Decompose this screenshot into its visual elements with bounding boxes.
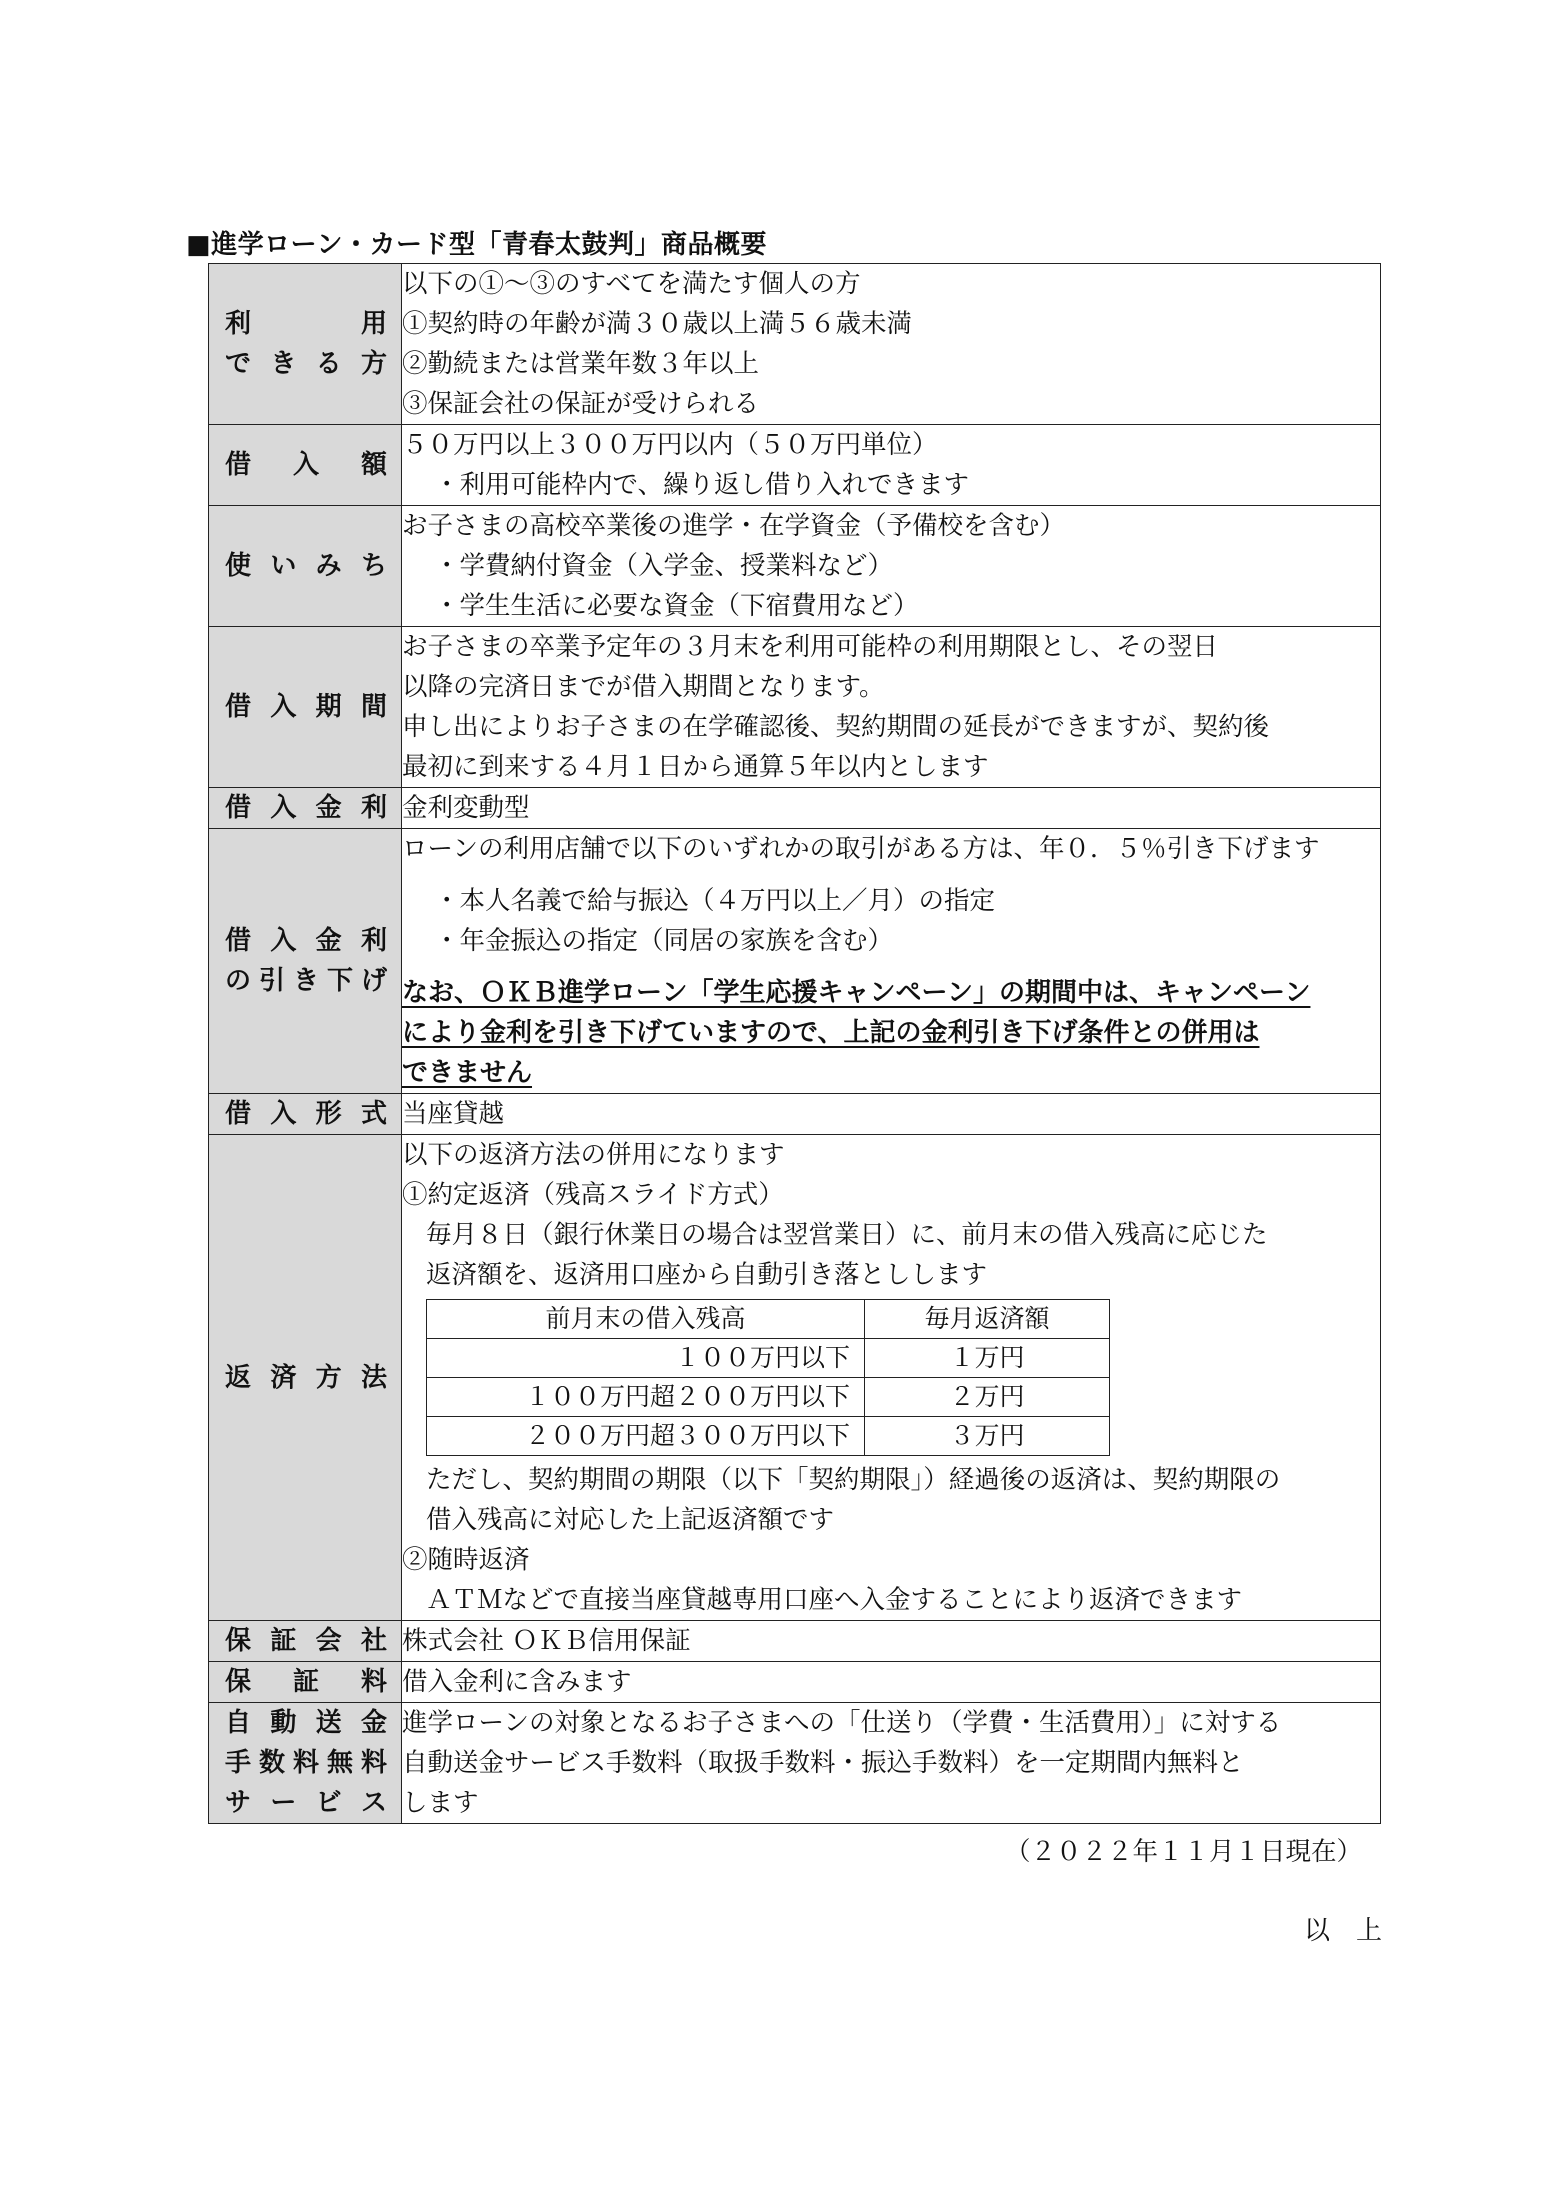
row-label: [209, 506, 402, 627]
content-line: ただし、契約期間の期限（以下「契約期限」）経過後の返済は、契約期限の: [426, 1465, 1281, 1495]
row-content: [402, 264, 1381, 425]
row-label: [209, 1662, 402, 1703]
row-content: [402, 1621, 1381, 1662]
label-line: で き る 方: [225, 349, 387, 379]
content-line: 最初に到来する４月１日から通算５年以内とします: [402, 752, 989, 782]
label-line: 保 証 会 社: [225, 1626, 387, 1656]
row-content: [402, 1094, 1381, 1135]
document-title: ■進学ローン・カード型「青春太鼓判」商品概要: [186, 230, 768, 260]
row-content: [402, 1662, 1381, 1703]
row-label: [209, 264, 402, 425]
content-line: 株式会社 ＯＫＢ信用保証: [402, 1626, 691, 1656]
row-content: [402, 829, 1381, 1094]
row-loan-format: [209, 1094, 1381, 1135]
campaign-notice: できません: [402, 1058, 533, 1088]
content-line: 以下の①～③のすべてを満たす個人の方: [402, 269, 861, 299]
schedule-balance: ２００万円超３００万円以下: [427, 1417, 865, 1456]
label-line: 借 入 期 間: [225, 692, 387, 722]
content-line: ５０万円以上３００万円以内（５０万円単位）: [402, 430, 938, 460]
content-line: ①約定返済（残高スライド方式）: [402, 1180, 784, 1210]
row-auto-transfer-service: [209, 1703, 1381, 1824]
schedule-payment: ３万円: [865, 1417, 1110, 1456]
content-line: 以降の完済日までが借入期間となります。: [402, 672, 885, 702]
row-loan-period: [209, 627, 1381, 788]
content-line: 進学ローンの対象となるお子さまへの「仕送り（学費・生活費用）」に対する: [402, 1708, 1282, 1738]
label-line: 手 数 料 無 料: [225, 1748, 387, 1778]
schedule-row: [427, 1378, 1110, 1417]
schedule-row: [427, 1417, 1110, 1456]
label-line: 借 入 額: [225, 450, 387, 480]
content-line: ②随時返済: [402, 1545, 530, 1575]
schedule-header: 毎月返済額: [865, 1300, 1110, 1339]
content-line: 借入残高に対応した上記返済額です: [426, 1505, 835, 1535]
content-line: ・学費納付資金（入学金、授業料など）: [434, 551, 894, 581]
label-line: 借 入 金 利: [225, 926, 387, 956]
row-label: [209, 1135, 402, 1621]
content-line: ・学生生活に必要な資金（下宿費用など）: [434, 591, 919, 621]
row-label: [209, 1703, 402, 1824]
schedule-balance: １００万円以下: [427, 1339, 865, 1378]
content-line: ・利用可能枠内で、繰り返し借り入れできます: [434, 470, 969, 500]
as-of-date: （２０２２年１１月１日現在）: [1004, 1837, 1362, 1867]
row-loan-amount: [209, 425, 1381, 506]
content-line: 以下の返済方法の併用になります: [402, 1140, 785, 1170]
content-line: ①契約時の年齢が満３０歳以上満５６歳未満: [402, 309, 913, 339]
content-line: ③保証会社の保証が受けられる: [402, 389, 760, 419]
content-line: ②勤続または営業年数３年以上: [402, 349, 760, 379]
row-repayment: [209, 1135, 1381, 1621]
schedule-header: 前月末の借入残高: [427, 1300, 865, 1339]
label-line: 返 済 方 法: [225, 1362, 387, 1393]
row-content: [402, 788, 1381, 829]
content-line: 毎月８日（銀行休業日の場合は翌営業日）に、前月末の借入残高に応じた: [426, 1220, 1268, 1250]
row-label: [209, 1094, 402, 1135]
label-line: サ ー ビ ス: [225, 1788, 387, 1818]
row-guarantee-fee: [209, 1662, 1381, 1703]
repayment-schedule-table: [426, 1299, 1110, 1456]
campaign-notice: により金利を引き下げていますので、上記の金利引き下げ条件との併用は: [402, 1018, 1260, 1048]
content-line: 申し出によりお子さまの在学確認後、契約期間の延長ができますが、契約後: [402, 712, 1270, 742]
label-line: 借 入 形 式: [225, 1099, 387, 1129]
content-line: 借入金利に含みます: [402, 1667, 632, 1697]
content-line: ・本人名義で給与振込（４万円以上／月）の指定: [434, 886, 996, 916]
label-line: 借 入 金 利: [225, 793, 387, 823]
label-line: 保 証 料: [225, 1667, 387, 1697]
content-line: 当座貸越: [402, 1099, 505, 1129]
content-line: ・年金振込の指定（同居の家族を含む）: [434, 926, 894, 956]
row-eligibility: [209, 264, 1381, 425]
content-line: ＡＴＭなどで直接当座貸越専用口座へ入金することにより返済できます: [426, 1585, 1243, 1615]
row-label: [209, 627, 402, 788]
schedule-payment: ２万円: [865, 1378, 1110, 1417]
content-line: 金利変動型: [402, 793, 530, 823]
content-line: します: [402, 1788, 479, 1818]
row-label: [209, 829, 402, 1094]
row-content: [402, 425, 1381, 506]
content-line: 返済額を、返済用口座から自動引き落としします: [426, 1260, 988, 1290]
row-content: [402, 506, 1381, 627]
row-guarantor: [209, 1621, 1381, 1662]
label-line: 自 動 送 金: [225, 1708, 387, 1738]
schedule-row: [427, 1339, 1110, 1378]
schedule-header-row: [427, 1300, 1110, 1339]
row-purpose: [209, 506, 1381, 627]
schedule-payment: １万円: [865, 1339, 1110, 1378]
content-line: お子さまの卒業予定年の３月末を利用可能枠の利用期限とし、その翌日: [402, 632, 1219, 662]
label-line: 利 用: [225, 309, 387, 339]
row-content: [402, 1135, 1381, 1621]
product-summary-table: [208, 263, 1381, 1824]
row-label: [209, 425, 402, 506]
content-line: 自動送金サービス手数料（取扱手数料・振込手数料）を一定期間内無料と: [402, 1748, 1244, 1778]
campaign-notice: なお、ＯＫＢ進学ローン「学生応援キャンペーン」の期間中は、キャンペーン: [402, 978, 1311, 1008]
row-label: [209, 788, 402, 829]
label-line: の 引 き 下 げ: [225, 966, 387, 996]
row-content: [402, 1703, 1381, 1824]
row-rate-reduction: [209, 829, 1381, 1094]
row-content: [402, 627, 1381, 788]
content-line: ローンの利用店舗で以下のいずれかの取引がある方は、年０．５％引き下げます: [402, 834, 1320, 864]
schedule-balance: １００万円超２００万円以下: [427, 1378, 865, 1417]
row-interest-rate: [209, 788, 1381, 829]
row-label: [209, 1621, 402, 1662]
content-line: お子さまの高校卒業後の進学・在学資金（予備校を含む）: [402, 511, 1066, 541]
end-mark: 以 上: [1303, 1916, 1382, 1946]
label-line: 使 い み ち: [225, 551, 387, 581]
